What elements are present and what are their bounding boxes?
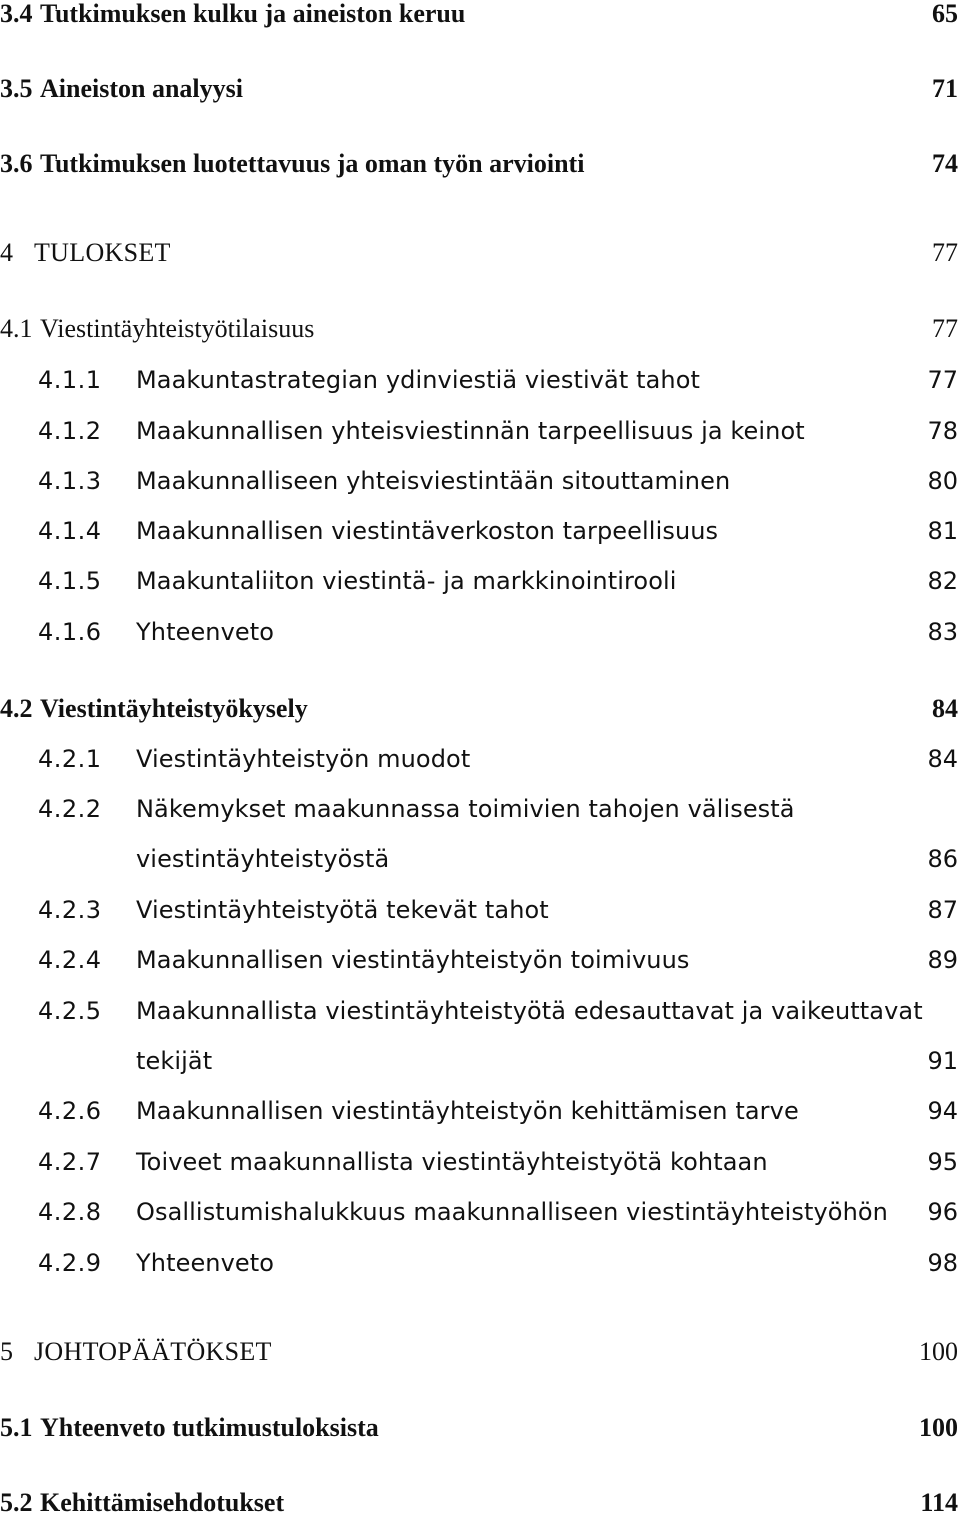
toc-entry-4-2-6[interactable] [0,1091,960,1131]
toc-page-number: 65 [932,0,958,28]
toc-page-number: 81 [927,517,958,545]
toc-page-number: 77 [927,366,958,394]
toc-entry-4-2-9[interactable] [0,1243,960,1283]
toc-title: Aineiston analyysi [40,74,243,103]
toc-entry-4-2[interactable] [0,689,960,729]
toc-title: Näkemykset maakunnassa toimivien tahojen välisestä [136,795,795,823]
toc-number: 5.2 [0,1488,33,1517]
toc-entry-3-4[interactable] [0,0,960,34]
toc-page-number: 91 [927,1047,958,1075]
toc-number: 4.2.9 [38,1249,102,1277]
toc-title: Yhteenveto tutkimustuloksista [40,1413,379,1442]
toc-title: Yhteenveto [136,1249,275,1277]
toc-entry-5-1[interactable] [0,1408,960,1448]
toc-title: Maakunnallisen viestintäyhteistyön kehittämisen tarve [136,1097,799,1125]
toc-number: 4.2.3 [38,896,102,924]
toc-number: 3.5 [0,74,33,103]
toc-number: 4.1 [0,314,33,343]
toc-title: Maakunnallisen yhteisviestinnän tarpeellisuus ja keinot [136,417,805,445]
toc-entry-4-1[interactable] [0,309,960,349]
toc-number: 4 [0,238,13,267]
toc-entry-3-6[interactable] [0,144,960,184]
toc-page-number: 114 [920,1488,958,1517]
toc-page-number: 71 [932,74,958,103]
toc-page-number: 74 [932,149,958,178]
toc-title: Maakunnalliseen yhteisviestintään sitouttaminen [136,467,731,495]
toc-number: 4.2.2 [38,795,102,823]
toc-title: Tutkimuksen kulku ja aineiston keruu [40,0,466,28]
toc-number: 4.1.6 [38,618,102,646]
toc-title: Tutkimuksen luotettavuus ja oman työn arviointi [40,149,585,178]
toc-number: 5.1 [0,1413,33,1442]
toc-number: 4.2.7 [38,1148,102,1176]
toc-entry-5[interactable] [0,1332,960,1372]
toc-page-number: 96 [927,1198,958,1226]
toc-entry-4-1-2[interactable] [0,411,960,451]
toc-entry-5-2[interactable] [0,1483,960,1523]
toc-page-number: 77 [932,238,958,267]
toc-page-number: 87 [927,896,958,924]
toc-number: 4.2.6 [38,1097,102,1125]
toc-page-number: 84 [932,694,958,723]
toc-title: Viestintäyhteistyötilaisuus [40,314,315,343]
toc-entry-4-1-1[interactable] [0,360,960,400]
toc-entry-4-2-4[interactable] [0,940,960,980]
toc-title: Viestintäyhteistyötä tekevät tahot [136,896,549,924]
toc-entry-4[interactable] [0,233,960,273]
toc-page-number: 100 [919,1413,958,1442]
toc-number: 5 [0,1337,13,1366]
toc-entry-4-2-7[interactable] [0,1142,960,1182]
toc-title-continued: tekijät [136,1047,213,1075]
toc-title: Kehittämisehdotukset [40,1488,285,1517]
toc-title: Viestintäyhteistyön muodot [136,745,471,773]
toc-entry-4-2-2[interactable] [0,789,960,829]
toc-entry-4-1-4[interactable] [0,511,960,551]
toc-number: 4.1.5 [38,567,102,595]
toc-page-number: 98 [927,1249,958,1277]
toc-page-number: 94 [927,1097,958,1125]
toc-number: 4.2.4 [38,946,102,974]
toc-number: 3.6 [0,149,33,178]
toc-page-number: 89 [927,946,958,974]
toc-page-number: 80 [927,467,958,495]
toc-title: Maakuntastrategian ydinviestiä viestivät tahot [136,366,700,394]
toc-title-continued: viestintäyhteistyöstä [136,845,390,873]
toc-number: 4.2.5 [38,997,102,1025]
toc-page-number: 95 [927,1148,958,1176]
toc-entry-4-2-2-continued[interactable] [0,839,960,879]
toc-title: Yhteenveto [136,618,275,646]
toc-entry-4-1-6[interactable] [0,612,960,652]
toc-number: 4.1.1 [38,366,102,394]
toc-number: 4.1.4 [38,517,102,545]
toc-page-number: 83 [927,618,958,646]
toc-page-number: 86 [927,845,958,873]
toc-number: 4.2.8 [38,1198,102,1226]
toc-number: 4.2.1 [38,745,102,773]
toc-entry-3-5[interactable] [0,69,960,109]
toc-number: 4.1.3 [38,467,102,495]
toc-number: 3.4 [0,0,33,28]
toc-title: Toiveet maakunnallista viestintäyhteistyötä kohtaan [136,1148,768,1176]
toc-page-number: 100 [919,1337,958,1366]
toc-title: Maakunnallisen viestintäverkoston tarpeellisuus [136,517,719,545]
toc-title: JOHTOPÄÄTÖKSET [34,1337,272,1366]
toc-title: Viestintäyhteistyökysely [40,694,308,723]
toc-entry-4-2-3[interactable] [0,890,960,930]
toc-title: TULOKSET [34,238,171,267]
toc-title: Maakunnallisen viestintäyhteistyön toimivuus [136,946,690,974]
toc-entry-4-2-1[interactable] [0,739,960,779]
toc-entry-4-2-8[interactable] [0,1192,960,1232]
toc-entry-4-2-5-continued[interactable] [0,1041,960,1081]
toc-page-number: 78 [927,417,958,445]
toc-title: Maakuntaliiton viestintä- ja markkinointirooli [136,567,677,595]
toc-number: 4.1.2 [38,417,102,445]
toc-page-number: 84 [927,745,958,773]
toc-entry-4-1-3[interactable] [0,461,960,501]
toc-page-number: 77 [932,314,958,343]
toc-entry-4-2-5[interactable] [0,991,960,1031]
toc-entry-4-1-5[interactable] [0,561,960,601]
toc-page-number: 82 [927,567,958,595]
toc-number: 4.2 [0,694,33,723]
toc-title: Osallistumishalukkuus maakunnalliseen viestintäyhteistyöhön [136,1198,888,1226]
toc-title: Maakunnallista viestintäyhteistyötä edesauttavat ja vaikeuttavat [136,997,923,1025]
